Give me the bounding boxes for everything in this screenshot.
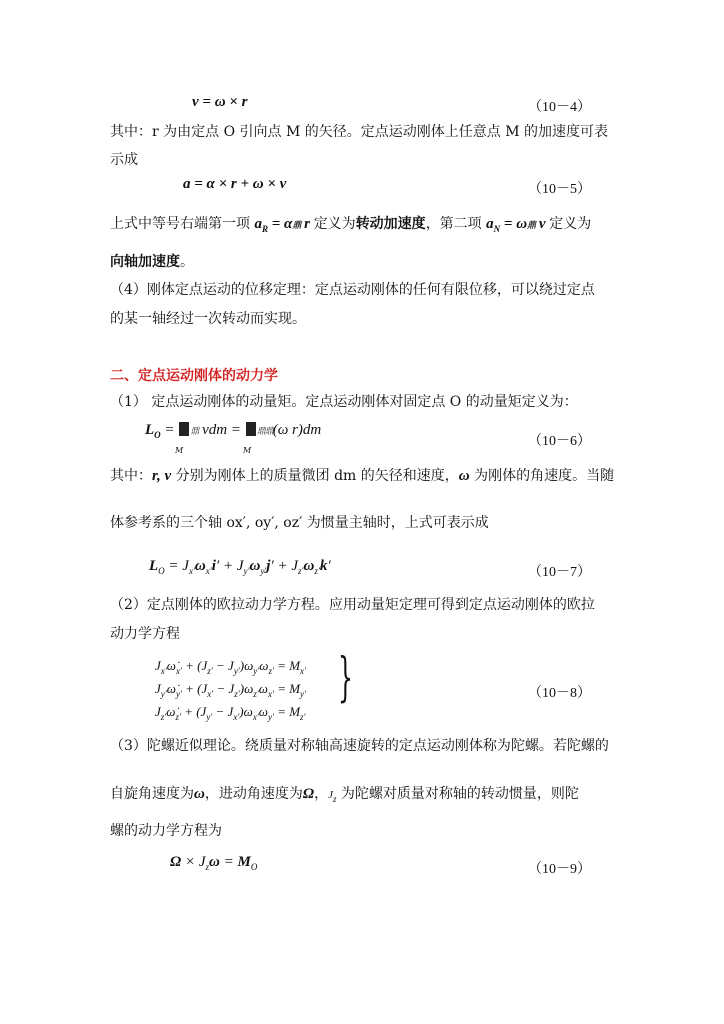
text-segment: 定义为 [313, 216, 356, 232]
paragraph-position-vector-line-2: 示成 [110, 152, 138, 168]
equals-sign: = [160, 422, 179, 438]
text-segment: 其中： [110, 468, 152, 484]
equation-10-7-number: （10－7） [528, 565, 591, 580]
text-segment: 分别为刚体上的质量微团 dm 的矢径和速度， [171, 468, 459, 484]
paragraph-gyroscope-line-2 [110, 784, 579, 805]
equation-10-7: $L_O = J_{x'}\omega_{x'}i' + J_{y'}\omega_{y'}j' + J_{z'}\omega_{z'}k'$ [149, 558, 331, 576]
text-segment: 。 [180, 254, 194, 270]
integral-limit-m-1: M [175, 446, 184, 455]
equation-10-5-formula: a = α × r + ω × v [183, 176, 287, 192]
integral-limit-m-2: M [243, 446, 252, 455]
broken-integral-glyph [179, 422, 189, 436]
text-segment: 为陀螺对质量对称轴的转动惯量，则陀 [336, 786, 579, 802]
term-a-n [486, 216, 549, 232]
symbol-a: a [254, 216, 262, 232]
euler-equation-row-1: $J_{x'}\omegȧ_{x'} + (J_{z'} - J_{y'})\omega_{y'}\omega_{z'} = M_{x'}$ [155, 658, 307, 676]
broken-integral-glyph [246, 422, 256, 436]
paragraph-displacement-theorem-line-2: 的某一轴经过一次转动而实现。 [110, 311, 306, 327]
text-segment: 定义为 [549, 216, 592, 232]
equation-10-6-number: （10－6） [528, 434, 591, 449]
garbled-glyph: 鼎 [292, 220, 301, 230]
equation-10-4 [192, 94, 247, 111]
text-segment: 为刚体的角速度。当随 [469, 468, 615, 484]
equation-10-5-number: （10－5） [528, 182, 591, 197]
euler-equation-row-2: $J_{y'}\omegȧ_{y'} + (J_{x'} - J_{z'})\omega_{z'}\omega_{x'} = M_{y'}$ [155, 681, 307, 699]
garbled-glyph: 鼎 [527, 220, 536, 230]
symbol-capital-omega: Ω [302, 786, 315, 802]
garbled-glyph: 鼎 [190, 426, 199, 436]
paragraph-angular-momentum: （1） 定点运动刚体的动量矩。定点运动刚体对固定点 O 的动量矩定义为： [110, 394, 578, 410]
symbol-v: v [535, 216, 550, 232]
symbol-omega: ω [194, 786, 205, 802]
paragraph-euler-equations-line-1: （2）定点刚体的欧拉动力学方程。应用动量矩定理可得到定点运动刚体的欧拉 [110, 597, 595, 613]
equation-10-8 [155, 655, 306, 724]
subscript-n: N [493, 224, 501, 234]
paragraph-acceleration-terms [110, 214, 591, 235]
term-rotational-acceleration: 转动加速度 [355, 216, 426, 232]
term-axial-acceleration: 向轴加速度 [110, 254, 180, 270]
subscript-o: O [154, 430, 161, 440]
integral-term-1: vdm = [198, 422, 245, 438]
symbol-j: J [328, 789, 333, 801]
text-segment: ， [314, 786, 329, 802]
subscript-z: z [332, 794, 337, 804]
garbled-glyph: 鼎鼎 [256, 426, 273, 436]
symbol-omega: = ω [500, 216, 528, 232]
equation-10-9: $\Omega \times J_z\omega = M_O$ [170, 854, 258, 872]
section-title-dynamics: 二、定点运动刚体的动力学 [110, 368, 278, 384]
paragraph-mass-element-line-2: 体参考系的三个轴 ox′, oy′, oz′ 为惯量主轴时，上式可表示成 [110, 515, 489, 531]
text-segment: ，第二项 [425, 216, 487, 232]
text-segment: 上式中等号右端第一项 [110, 216, 255, 232]
symbol-alpha: = α [267, 216, 293, 232]
equation-10-4-formula: v = ω × r [192, 94, 248, 110]
paragraph-euler-equations-line-2: 动力学方程 [110, 626, 180, 642]
euler-equation-row-3: $J_{z'}\omegȧ_{z'} + (J_{y'} - J_{x'})\omega_{x'}\omega_{y'} = M_{z'}$ [155, 704, 306, 722]
equation-10-8-number: （10－8） [528, 686, 591, 701]
paragraph-gyroscope-line-3: 螺的动力学方程为 [110, 823, 222, 839]
paragraph-position-vector-line-1: 其中：r 为由定点 O 引向点 M 的矢径。定点运动刚体上任意点 M 的加速度可表 [110, 124, 608, 140]
subscript-r: R [261, 224, 268, 234]
text-segment: ，进动角速度为 [204, 786, 303, 802]
symbol-l: L [145, 422, 155, 438]
symbols-r-v: r, v [152, 468, 172, 484]
equation-10-9-number: （10－9） [528, 862, 591, 877]
equation-10-5 [183, 176, 286, 193]
text-segment: 自旋角速度为 [110, 786, 194, 802]
integral-term-2: (ω r)dm [272, 422, 322, 438]
paragraph-gyroscope-line-1: （3）陀螺近似理论。绕质量对称轴高速旋转的定点运动刚体称为陀螺。若陀螺的 [110, 738, 609, 754]
paragraph-displacement-theorem-line-1: （4）刚体定点运动的位移定理：定点运动刚体的任何有限位移，可以绕过定点 [110, 282, 595, 298]
paragraph-acceleration-terms-line-2 [110, 252, 194, 272]
equation-10-4-number: （10－4） [528, 100, 591, 115]
right-brace: } [338, 648, 353, 708]
term-a-r [254, 216, 313, 232]
symbol-r: r [300, 216, 314, 232]
symbol-a: a [486, 216, 494, 232]
paragraph-mass-element [110, 466, 614, 486]
equation-10-6 [145, 422, 321, 439]
symbol-omega: ω [458, 468, 470, 484]
